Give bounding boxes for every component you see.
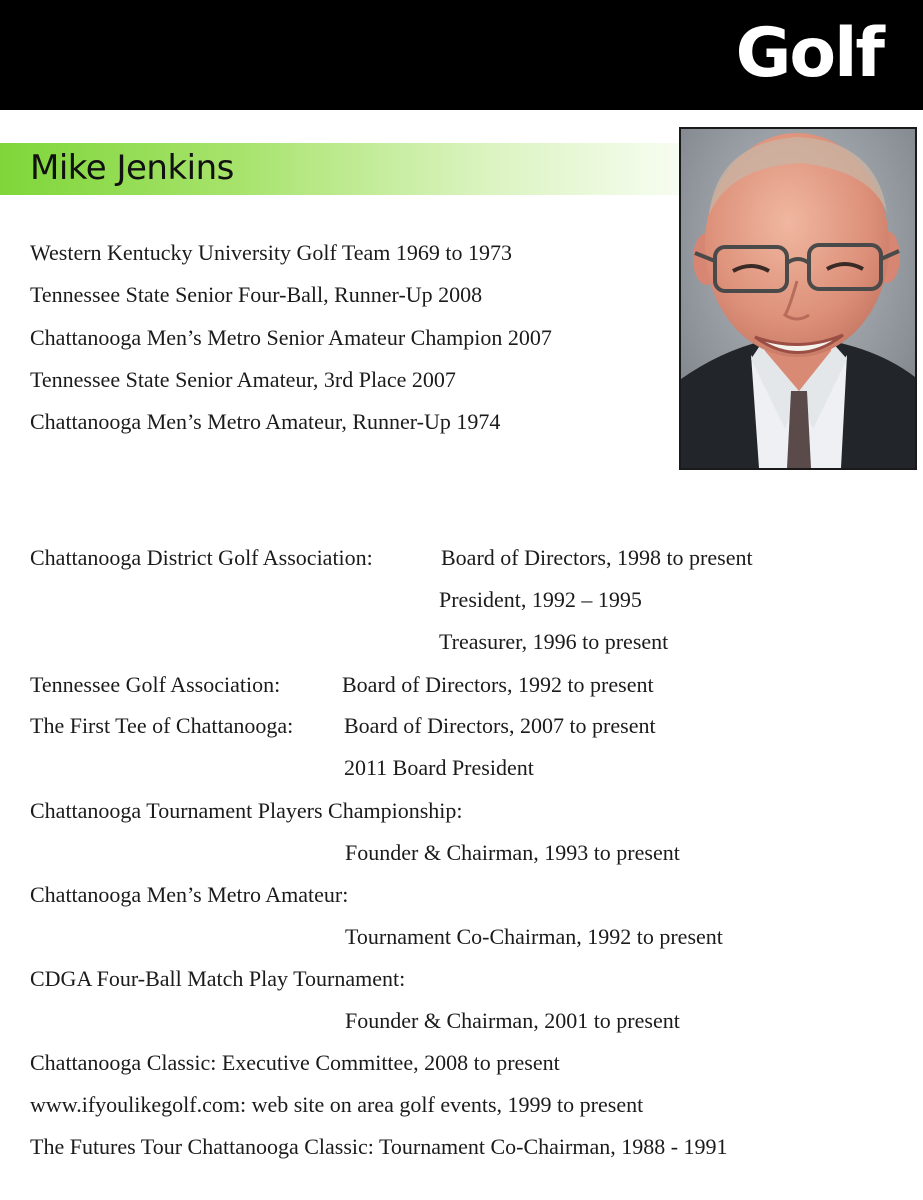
- service-role: 2011 Board President: [344, 755, 534, 780]
- profile-name: Mike Jenkins: [30, 148, 234, 188]
- service-role: Founder & Chairman, 1993 to present: [345, 840, 680, 865]
- service-role: Board of Directors, 2007 to present: [344, 713, 656, 738]
- service-role: President, 1992 – 1995: [439, 587, 642, 612]
- service-organization: CDGA Four-Ball Match Play Tournament:: [30, 966, 406, 991]
- service-entry: Chattanooga Classic: Executive Committee, 2008 to present: [30, 1050, 560, 1075]
- section-title: Golf: [735, 14, 883, 93]
- achievement-item: Chattanooga Men’s Metro Amateur, Runner-Up 1974: [30, 409, 501, 434]
- service-role: Founder & Chairman, 2001 to present: [345, 1008, 680, 1033]
- achievement-item: Tennessee State Senior Amateur, 3rd Place 2007: [30, 367, 456, 392]
- service-organization: The First Tee of Chattanooga:: [30, 713, 294, 738]
- achievement-item: Western Kentucky University Golf Team 1969 to 1973: [30, 240, 513, 265]
- service-role: Board of Directors, 1992 to present: [342, 672, 654, 697]
- achievement-item: Tennessee State Senior Four-Ball, Runner-Up 2008: [30, 282, 483, 307]
- service-entry: The Futures Tour Chattanooga Classic: Tournament Co-Chairman, 1988 - 1991: [30, 1134, 728, 1159]
- service-organization: Tennessee Golf Association:: [30, 672, 281, 697]
- service-organization: Chattanooga District Golf Association:: [30, 545, 373, 570]
- service-role: Board of Directors, 1998 to present: [441, 545, 753, 570]
- header-bar: [0, 0, 923, 110]
- service-organization: Chattanooga Tournament Players Championship:: [30, 798, 463, 823]
- website-entry: www.ifyoulikegolf.com: web site on area golf events, 1999 to present: [30, 1092, 644, 1117]
- portrait-illustration: [681, 129, 915, 468]
- portrait-photo: [679, 127, 917, 470]
- service-role: Tournament Co-Chairman, 1992 to present: [345, 924, 723, 949]
- service-role: Treasurer, 1996 to present: [439, 629, 669, 654]
- achievement-item: Chattanooga Men’s Metro Senior Amateur Champion 2007: [30, 325, 552, 350]
- service-organization: Chattanooga Men’s Metro Amateur:: [30, 882, 349, 907]
